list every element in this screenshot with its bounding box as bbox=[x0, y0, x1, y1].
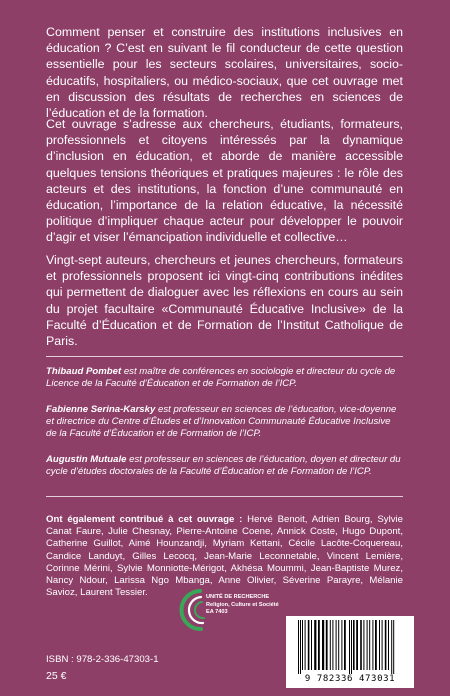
isbn-text: ISBN : 978-2-336-47303-1 bbox=[46, 654, 159, 665]
barcode-bar bbox=[363, 620, 364, 670]
price-text: 25 € bbox=[46, 670, 67, 682]
barcode-bar bbox=[353, 620, 355, 670]
barcode-bar bbox=[385, 620, 387, 670]
barcode-bar bbox=[330, 620, 331, 670]
barcode-bar bbox=[308, 620, 310, 670]
divider-bottom bbox=[46, 496, 403, 497]
barcode-bar bbox=[338, 620, 339, 670]
summary-paragraph-3: Vingt-sept auteurs, chercheurs et jeunes chercheurs, formateurs et professionnels proposent ici vingt-cinq contributions inédites qui permettent de dialoguer avec les réflexions en cours au sein du projet facultaire «Communauté Éducative Inclusive» de la Faculté d’Éducation et de Formation de l’Institut Catholique de Paris. bbox=[46, 253, 403, 349]
author-bio-1 bbox=[46, 366, 403, 390]
barcode-bar bbox=[305, 620, 306, 670]
barcode-bar bbox=[382, 620, 383, 670]
barcode-bar bbox=[336, 620, 337, 670]
barcode-bar bbox=[341, 620, 342, 670]
barcode-bar bbox=[375, 620, 377, 670]
barcode-bar bbox=[393, 620, 394, 674]
logo-line-1: UNITÉ DE RECHERCHE bbox=[206, 594, 270, 600]
author-text-3: est professeur en sciences de l’éducation, doyen et directeur du cycle d’études doctorales de la Faculté d’Éducation et de Formation de l’ICP. bbox=[46, 454, 401, 478]
barcode-bar bbox=[372, 620, 373, 670]
barcode-bar bbox=[314, 620, 316, 670]
barcode-bar bbox=[356, 620, 358, 670]
barcode-bar bbox=[360, 620, 362, 670]
barcode-bar bbox=[369, 620, 370, 670]
author-bio-3 bbox=[46, 454, 403, 478]
barcode-bar bbox=[326, 620, 328, 670]
barcode-bar bbox=[300, 620, 301, 674]
barcode-bar bbox=[344, 620, 346, 670]
barcode-bars bbox=[286, 616, 414, 676]
barcode-bar bbox=[391, 620, 392, 674]
barcode-bar bbox=[298, 620, 299, 674]
logo-line-2: Religion, Culture et Société bbox=[206, 601, 279, 608]
barcode-bar bbox=[388, 620, 389, 670]
contributors-names: Hervé Benoit, Adrien Bourg, Sylvie Canat Faure, Julie Chesnay, Pierre-Antoine Coene, Annick Coste, Hugo Dupont, Catherine Guillot, Aimé Hounzandji, Myriam Kettani, Cécile Lacôte-Coquereau, Candice Landuyt, Gilles Lecocq, Jean-Marie Leconnetable, Vincent Lemière, Corinne Mérini, Sylvie Monniotte-Mérigot, Akhésa Moummi, Jean-Baptiste Murez, Nancy Ndour, Larissa Ngo Mbanga, Anne Olivier, Séverine Parayre, Mélanie Savioz, Laurent Tessier. bbox=[46, 514, 403, 599]
author-text-2: est professeur en sciences de l’éducation, vice-doyenne et directrice du Centre d’Études et d’Innovation Communauté Éducative Inclusive de la Faculté d’Éducation et de Formation de l’ICP. bbox=[46, 404, 397, 440]
author-name-2: Fabienne Serina-Karsky bbox=[46, 404, 156, 415]
logo-line-3: EA 7403 bbox=[206, 609, 228, 616]
author-bio-2 bbox=[46, 404, 403, 441]
barcode-bar bbox=[351, 620, 352, 674]
contributors-label: Ont également contribué à cet ouvrage : bbox=[46, 514, 243, 525]
divider-top bbox=[46, 356, 403, 357]
barcode bbox=[286, 616, 414, 688]
author-text-1: est maître de conférences en sociologie et directeur du cycle de Licence de la Faculté d’Éducation et de Formation de l’ICP. bbox=[46, 366, 396, 390]
barcode-bar bbox=[332, 620, 333, 670]
barcode-bar bbox=[322, 620, 324, 670]
barcode-bar bbox=[302, 620, 303, 670]
barcode-bar bbox=[349, 620, 350, 674]
barcode-digits: 9 782336 473031 bbox=[304, 674, 396, 684]
summary-paragraph-1: Comment penser et construire des institutions inclusives en éducation ? C’est en suivant le fil conducteur de cette question essentielle pour les secteurs scolaires, universitaires, socio-éducatifs, hospitaliers, ou médico-sociaux, que cet ouvrage met en discussion des résultats de recherches en sciences de l’éducation et de la formation. bbox=[46, 25, 403, 121]
barcode-bar bbox=[367, 620, 368, 670]
research-unit-logo-text bbox=[206, 594, 279, 617]
author-name-1: Thibaud Pombet bbox=[46, 366, 122, 377]
summary-paragraph-2: Cet ouvrage s’adresse aux chercheurs, étudiants, formateurs, professionnels et citoyens intéressés par la dynamique d’inclusion en éducation, et aborde de manière accessible quelques tensions théoriques et pratiques majeures : le rôle des acteurs et des institutions, la fonction d’une communauté en éducation, l’importance de la relation éducative, la nécessité politique d’impliquer chaque acteur pour développer le pouvoir d’agir et viser l’émancipation individuelle et collective… bbox=[46, 117, 403, 245]
barcode-bar bbox=[311, 620, 312, 670]
barcode-bar bbox=[318, 620, 320, 670]
author-name-3: Augustin Mutuale bbox=[46, 454, 127, 465]
barcode-bar bbox=[379, 620, 380, 670]
